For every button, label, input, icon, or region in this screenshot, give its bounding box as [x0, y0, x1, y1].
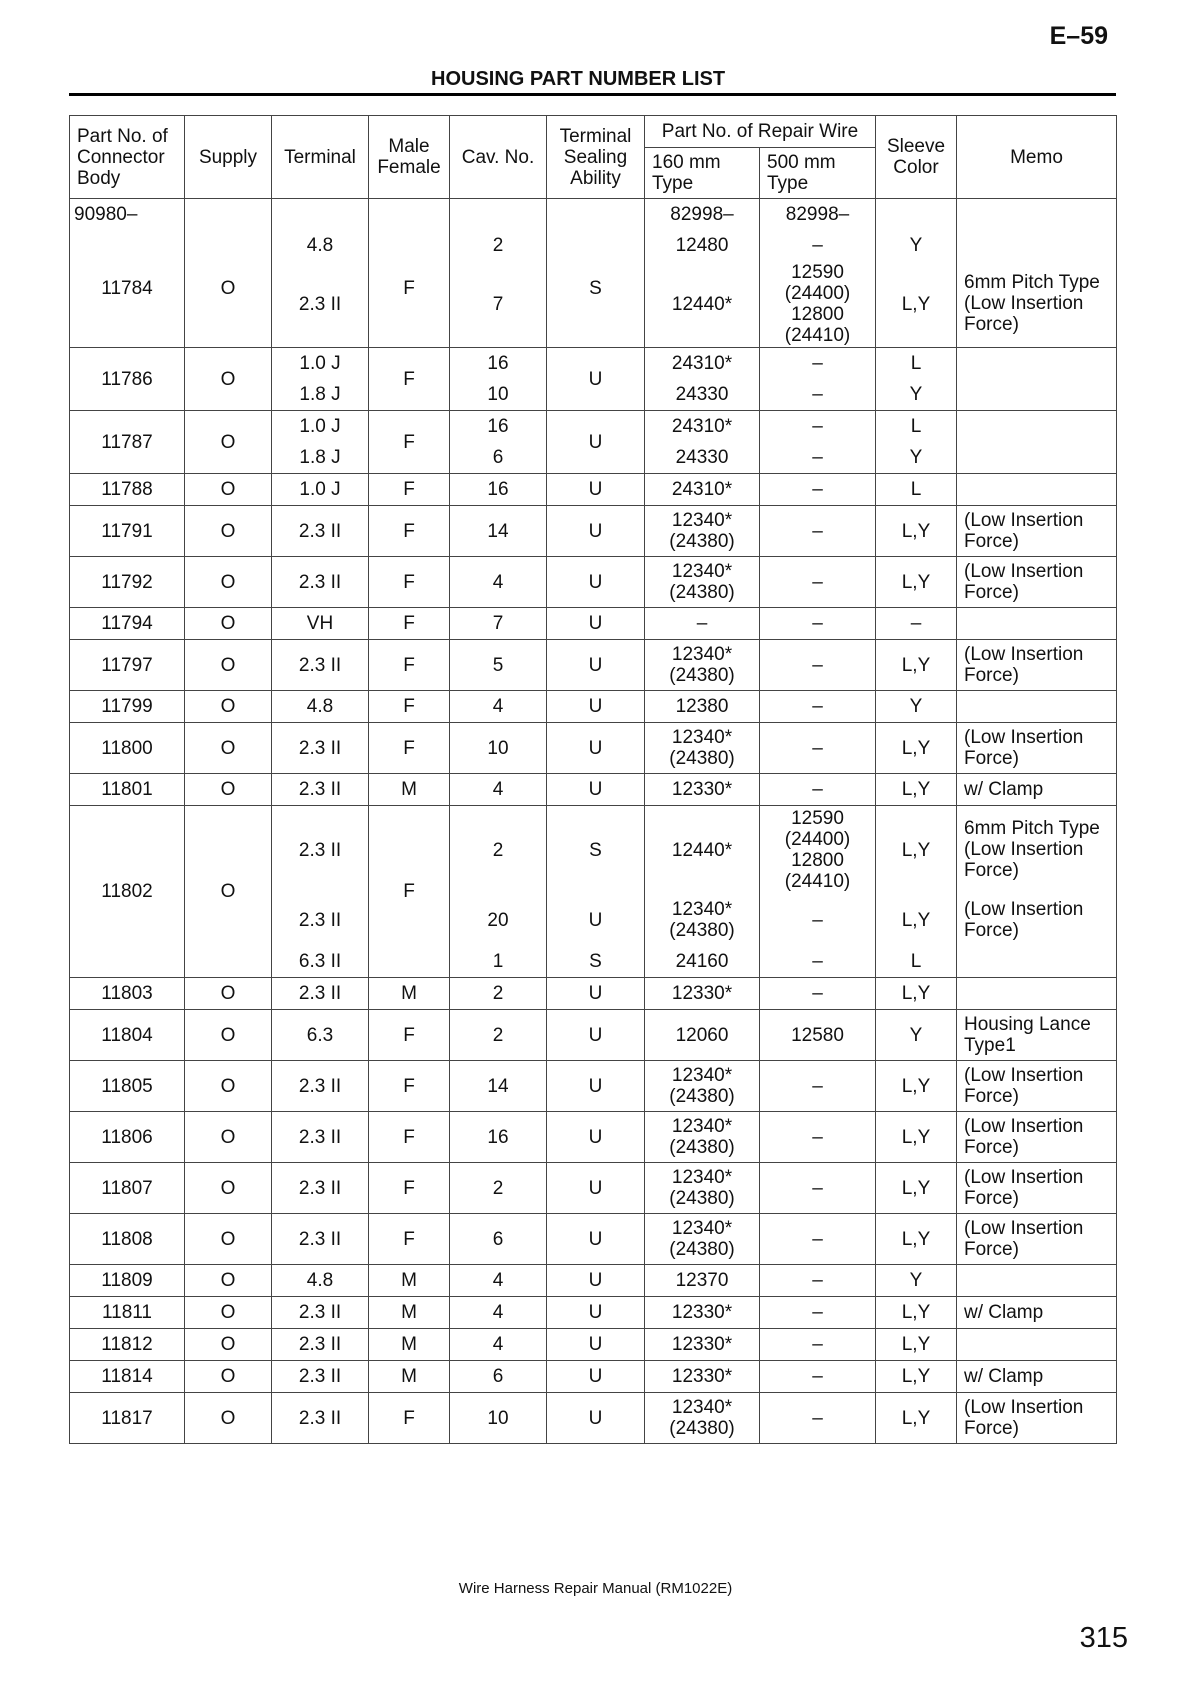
part-cell: 11791: [70, 506, 185, 557]
table-row: 2.3 II 20 U 12340* (24380) – L,Y (Low Insertion Force): [70, 894, 1117, 946]
part-cell: 11806: [70, 1112, 185, 1163]
table-row: 11787 O 1.0 J F 16 U 24310* – L: [70, 411, 1117, 443]
w500-prefix: 82998–: [760, 199, 876, 231]
part-cell: 11812: [70, 1329, 185, 1361]
table-row: 11794 O VH F 7 U – – –: [70, 608, 1117, 640]
table-row: 1.8 J 6 24330 – Y: [70, 442, 1117, 474]
table-row: 11807 O 2.3 II F 2 U 12340* (24380) – L,Y (Low Insertion Force): [70, 1163, 1117, 1214]
part-cell: 11787: [70, 411, 185, 474]
part-cell: 11786: [70, 348, 185, 411]
table-row: 2.3 II 7 12440* 12590 (24400) 12800 (24410) L,Y: [70, 261, 1117, 348]
table-row: 11788 O 1.0 J F 16 U 24310* – L: [70, 474, 1117, 506]
header-160mm: 160 mm Type: [645, 148, 760, 199]
part-cell: 11788: [70, 474, 185, 506]
table-row: 11804 O 6.3 F 2 U 12060 12580 Y Housing Lance Type1: [70, 1010, 1117, 1061]
table-row: 11786 O 1.0 J F 16 U 24310* – L: [70, 348, 1117, 380]
table-row: 11801 O 2.3 II M 4 U 12330* – L,Y w/ Clamp: [70, 774, 1117, 806]
table-row: 11803 O 2.3 II M 2 U 12330* – L,Y: [70, 978, 1117, 1010]
part-cell: 11802: [70, 806, 185, 978]
table-row: 11808 O 2.3 II F 6 U 12340* (24380) – L,Y (Low Insertion Force): [70, 1214, 1117, 1265]
table-row: [70, 199, 1117, 231]
part-cell: 11809: [70, 1265, 185, 1297]
header-terminal: Terminal: [272, 116, 369, 199]
part-prefix: 90980–: [70, 199, 185, 231]
header-cav-no: Cav. No.: [450, 116, 547, 199]
section-heading: [69, 66, 1116, 96]
page-number: 315: [1079, 1622, 1128, 1654]
table-row: 11799 O 4.8 F 4 U 12380 – Y: [70, 691, 1117, 723]
table-row: 11806 O 2.3 II F 16 U 12340* (24380) – L,Y (Low Insertion Force): [70, 1112, 1117, 1163]
part-cell: 11797: [70, 640, 185, 691]
part-cell: 11808: [70, 1214, 185, 1265]
table-row: 6.3 II 1 S 24160 – L: [70, 946, 1117, 978]
part-cell: 11799: [70, 691, 185, 723]
header-repair-wire: Part No. of Repair Wire: [645, 116, 876, 148]
part-cell: 11792: [70, 557, 185, 608]
page-code: E–59: [1049, 22, 1108, 50]
table-row: 11805 O 2.3 II F 14 U 12340* (24380) – L,Y (Low Insertion Force): [70, 1061, 1117, 1112]
part-cell: 11800: [70, 723, 185, 774]
header-sleeve: Sleeve Color: [876, 116, 957, 199]
table-row: 11792 O 2.3 II F 4 U 12340* (24380) – L,Y (Low Insertion Force): [70, 557, 1117, 608]
part-cell: 11784: [70, 230, 185, 348]
part-cell: 11811: [70, 1297, 185, 1329]
part-cell: 11803: [70, 978, 185, 1010]
table-row: 11784 O 4.8 F 2 S 12480 – Y 6mm Pitch Type (Low Insertion Force): [70, 230, 1117, 261]
section-title: HOUSING PART NUMBER LIST: [431, 68, 726, 90]
part-cell: 11794: [70, 608, 185, 640]
header-supply: Supply: [185, 116, 272, 199]
housing-part-number-table: [69, 115, 1117, 1444]
header-500mm: 500 mm Type: [760, 148, 876, 199]
part-cell: 11814: [70, 1361, 185, 1393]
table-row: 11802 O 2.3 II F 2 S 12440* 12590 (24400) 12800 (24410) L,Y 6mm Pitch Type (Low Insertion Force): [70, 806, 1117, 895]
part-cell: 11817: [70, 1393, 185, 1444]
header-sealing: Terminal Sealing Ability: [547, 116, 645, 199]
table-row: 11811 O 2.3 II M 4 U 12330* – L,Y w/ Clamp: [70, 1297, 1117, 1329]
table-row: 11817 O 2.3 II F 10 U 12340* (24380) – L,Y (Low Insertion Force): [70, 1393, 1117, 1444]
part-cell: 11805: [70, 1061, 185, 1112]
table-row: 11812 O 2.3 II M 4 U 12330* – L,Y: [70, 1329, 1117, 1361]
header-part-no: Part No. of Connector Body: [70, 116, 185, 199]
table-row: 11809 O 4.8 M 4 U 12370 – Y: [70, 1265, 1117, 1297]
header-male-female: Male Female: [369, 116, 450, 199]
table-row: 1.8 J 10 24330 – Y: [70, 379, 1117, 411]
table-row: 11800 O 2.3 II F 10 U 12340* (24380) – L,Y (Low Insertion Force): [70, 723, 1117, 774]
footer-manual-title: Wire Harness Repair Manual (RM1022E): [458, 1580, 733, 1597]
table-row: 11814 O 2.3 II M 6 U 12330* – L,Y w/ Clamp: [70, 1361, 1117, 1393]
part-cell: 11801: [70, 774, 185, 806]
header-memo: Memo: [957, 116, 1117, 199]
part-cell: 11807: [70, 1163, 185, 1214]
table-row: 11797 O 2.3 II F 5 U 12340* (24380) – L,Y (Low Insertion Force): [70, 640, 1117, 691]
part-cell: 11804: [70, 1010, 185, 1061]
table-row: 11791 O 2.3 II F 14 U 12340* (24380) – L,Y (Low Insertion Force): [70, 506, 1117, 557]
w160-prefix: 82998–: [645, 199, 760, 231]
